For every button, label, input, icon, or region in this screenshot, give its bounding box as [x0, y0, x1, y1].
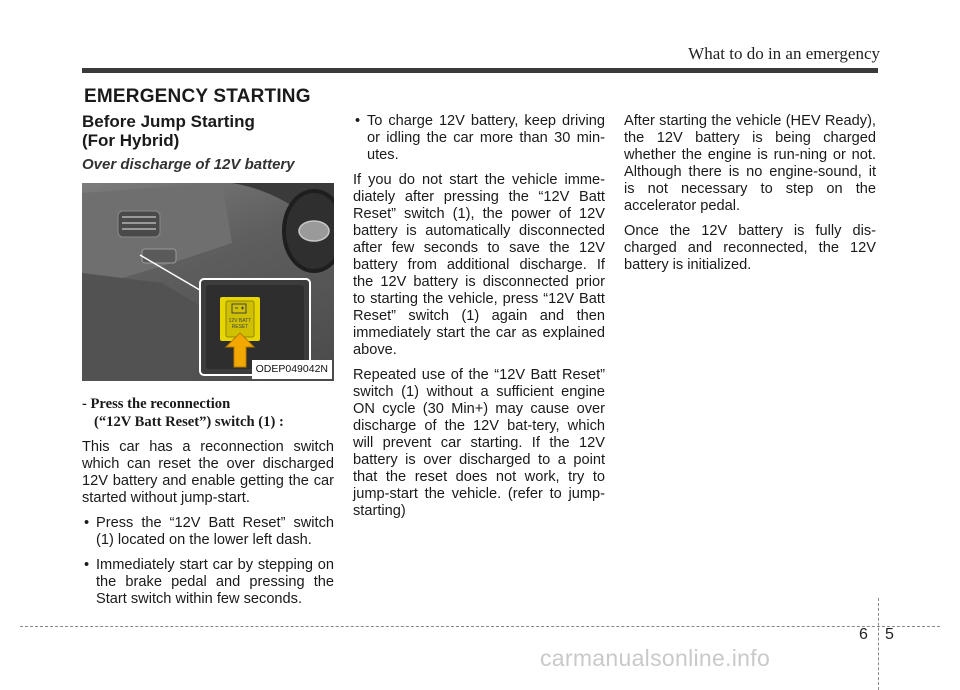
bullet-item: • To charge 12V battery, keep driving or idling the car more than 30 min-utes. [353, 113, 605, 164]
bullet-item: • Immediately start car by stepping on the brake pedal and pressing the Start switch within few seconds. [82, 557, 334, 608]
logo-emblem [299, 221, 329, 241]
subsubsection-heading: Over discharge of 12V battery [82, 156, 295, 173]
column-2 [353, 113, 605, 528]
switch-label-line-2: RESET [231, 324, 249, 330]
bullet-item: • Press the “12V Batt Reset” switch (1) located on the lower left dash. [82, 515, 334, 549]
dashboard-figure [82, 183, 334, 381]
instruction-line-1: - Press the reconnection [82, 396, 231, 412]
chapter-number: 6 [859, 626, 868, 643]
switch-label-line-1: 12V BATT [228, 318, 252, 324]
footer-rule [20, 626, 940, 627]
instruction-heading [82, 395, 334, 431]
header-rule [82, 68, 878, 73]
heading-line-1: Before Jump Starting [82, 112, 255, 131]
column-3 [624, 113, 876, 282]
page-number: 5 [885, 626, 894, 643]
section-title: EMERGENCY STARTING [84, 86, 311, 107]
heading-line-2: (For Hybrid) [82, 131, 180, 150]
body-paragraph: Once the 12V battery is fully dis-charged and reconnected, the 12V battery is initialized. [624, 223, 876, 273]
body-paragraph: After starting the vehicle (HEV Ready), the 12V battery is being charged whether the engine is run-ning or not. Although there is no engine-sound, it is not necessary to step on the accelerator pedal. [624, 113, 876, 214]
watermark: carmanualsonline.info [540, 645, 771, 671]
body-paragraph: If you do not start the vehicle imme-diately after pressing the “12V Batt Reset” switch (1), the power of 12V battery is automatically disconnected after few seconds to save the 12V battery from additional discharge. If the 12V battery is disconnected prior to starting the vehicle, press “12V Batt Reset” switch (1) again and then immediately start the car as explained above. [353, 172, 605, 358]
figure-caption: ODEP049042N [252, 360, 332, 379]
dashboard-illustration [82, 183, 334, 381]
footer-divider [878, 598, 879, 690]
body-paragraph: Repeated use of the “12V Batt Reset” switch (1) without a sufficient engine ON cycle (30 Min+) may cause over discharge of the 12V bat-tery, which will prevent car starting. If the 12V battery is over discharged to a point that the reset does not work, try to jump-start the vehicle. (refer to jump-starting) [353, 367, 605, 519]
instruction-line-2: (“12V Batt Reset”) switch (1) : [94, 414, 284, 430]
running-header: What to do in an emergency [688, 44, 880, 63]
body-paragraph: This car has a reconnection switch which can reset the over discharged 12V battery and enable getting the car started without jump-start. [82, 439, 334, 506]
column-1 [82, 112, 334, 616]
subsection-heading [82, 112, 334, 150]
